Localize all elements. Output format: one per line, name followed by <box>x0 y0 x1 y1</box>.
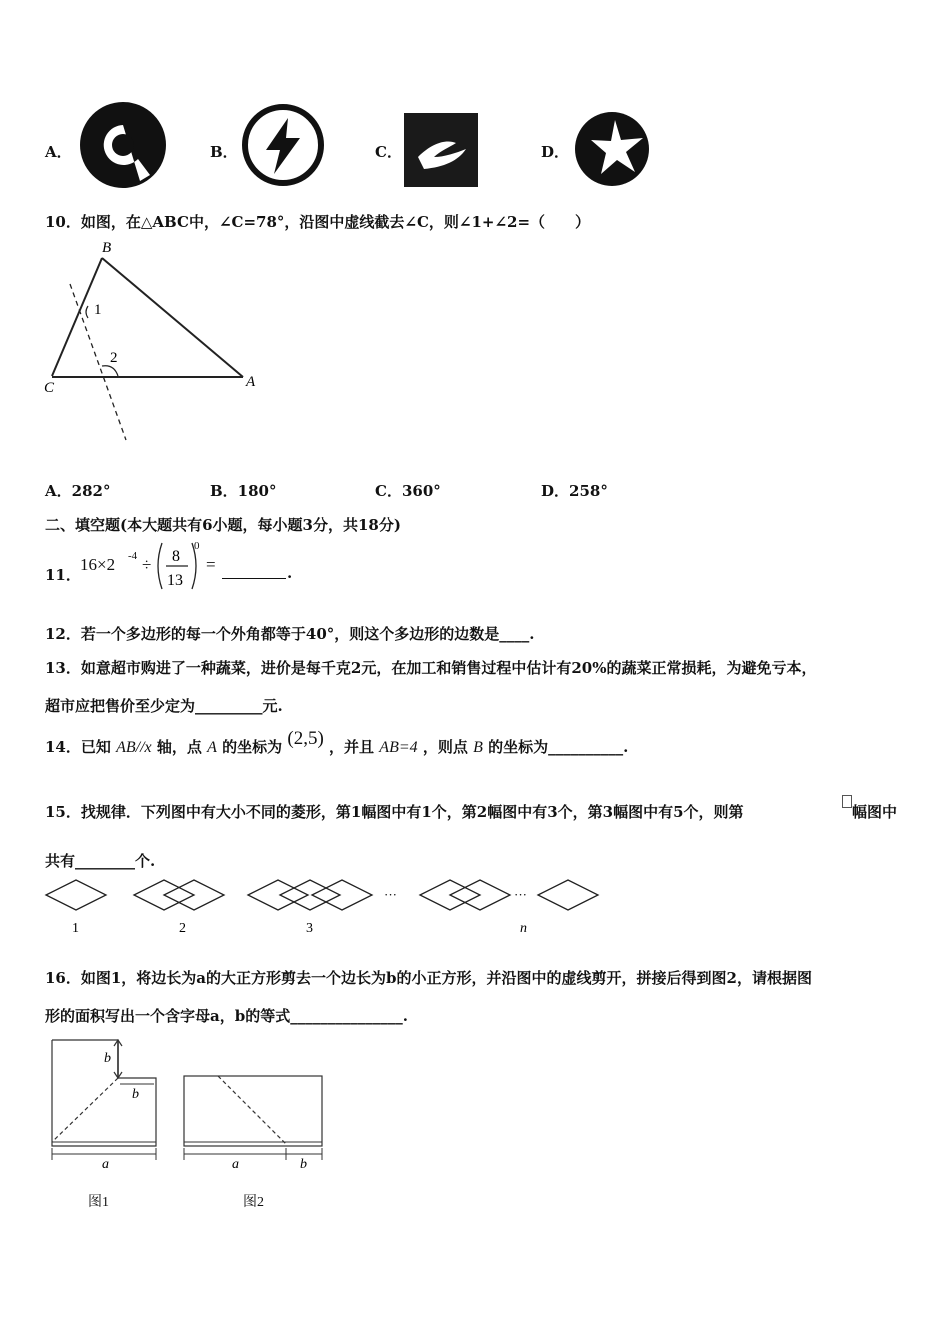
figure-label-3: 3 <box>306 921 313 936</box>
q14-and: ，并且 <box>329 738 375 756</box>
figure-label-2: 2 <box>179 921 186 936</box>
rhombus <box>46 880 106 910</box>
rhombus <box>280 880 340 910</box>
q14-coord-value: (2,5) <box>287 728 324 749</box>
square-cut-figure-1 <box>44 1038 174 1174</box>
rhombus <box>312 880 372 910</box>
q14-line <box>45 728 629 758</box>
q15-line1: 15．找规律．下列图中有大小不同的菱形，第1幅图中有1个，第2幅图中有3个，第3幅图中有5个，则第 <box>45 803 744 821</box>
angle-2-label: 2 <box>110 350 118 366</box>
q15-line2: 共有________个. <box>45 852 156 870</box>
lightning-logo-icon <box>242 104 324 186</box>
triangle-figure <box>40 236 270 446</box>
q11-number: 11． <box>45 566 81 584</box>
figure-2-caption: 图2 <box>243 1195 264 1210</box>
q11-divide: ÷ <box>142 555 152 574</box>
logo-a-icon <box>78 101 168 189</box>
q14-coord-label: 的坐标为 <box>222 738 283 756</box>
q15-line1-end: 幅图中 <box>852 803 898 821</box>
q10-option-c: C．360° <box>375 482 441 500</box>
q9-option-c-label: C． <box>375 143 402 161</box>
q11-period: . <box>287 564 293 582</box>
section-heading: 二、填空题(本大题共有6小题，每小题3分，共18分) <box>45 516 401 534</box>
q10-option-a: A．282° <box>45 482 111 500</box>
q14-point-b: B <box>473 739 483 756</box>
q14-parallel-expr: AB//x <box>116 739 152 756</box>
vertex-b-label: B <box>102 240 112 256</box>
q9-option-d-label: D． <box>541 143 570 161</box>
q11-fraction-denominator: 13 <box>167 572 183 589</box>
rhombus <box>248 880 308 910</box>
q14-intro: 14．已知 <box>45 738 111 756</box>
q16-line1: 16．如图1，将边长为a的大正方形剪去一个边长为b的小正方形，并沿图中的虚线剪开，拼接后得到图2，请根据图 <box>45 969 812 987</box>
q13-line2: 超市应把售价至少定为_________元. <box>45 697 283 715</box>
q11-exponent: -4 <box>128 550 138 562</box>
q9-option-b-label: B． <box>210 143 238 161</box>
q10-option-d: D．258° <box>541 482 608 500</box>
star-logo-icon <box>573 110 651 188</box>
figure-1-caption: 图1 <box>88 1195 109 1210</box>
q10-stem: 10．如图，在△ABC中，∠C=78°，沿图中虚线截去∠C，则∠1+∠2=（ ） <box>45 213 591 231</box>
q11-expression-base: 16×2 <box>80 555 116 574</box>
q9-option-a-label: A． <box>45 143 72 161</box>
rectangle-figure-2 <box>180 1070 328 1174</box>
fig1-label-b-horizontal: b <box>132 1087 139 1102</box>
q13-line1: 13．如意超市购进了一种蔬菜，进价是每千克2元，在加工和销售过程中估计有20%的蔬菜正常损耗，为避免亏本， <box>45 659 817 677</box>
fig1-label-b-vertical: b <box>104 1051 111 1066</box>
rhombus <box>538 880 598 910</box>
ellipsis-1: ··· <box>384 887 397 902</box>
q11-power: 0 <box>194 540 200 552</box>
q11-equals: = <box>206 555 216 574</box>
fig2-label-a: a <box>232 1157 239 1172</box>
q14-axis-text: 轴，点 <box>156 738 202 756</box>
vertex-a-label: A <box>246 374 256 390</box>
q16-line2: 形的面积写出一个含字母a，b的等式_______________. <box>45 1007 408 1025</box>
q14-ask: 的坐标为__________. <box>488 738 629 756</box>
vertex-c-label: C <box>44 380 55 396</box>
q12-text: 12．若一个多边形的每一个外角都等于40°，则这个多边形的边数是____. <box>45 625 535 643</box>
q10-option-b: B．180° <box>210 482 277 500</box>
q15-n-placeholder-box <box>842 795 852 808</box>
q14-point-a: A <box>207 739 217 756</box>
figure-label-1: 1 <box>72 921 79 936</box>
fig2-label-b: b <box>300 1157 307 1172</box>
fig1-label-a: a <box>102 1157 109 1172</box>
rhombus-pattern-figure <box>44 878 604 942</box>
q14-then: ，则点 <box>422 738 468 756</box>
figure-label-n: n <box>520 921 527 936</box>
q11-fraction-numerator: 8 <box>172 548 180 565</box>
ellipsis-2: ··· <box>514 887 527 902</box>
q14-length-expr: AB=4 <box>379 739 418 756</box>
logo-c-icon <box>404 113 478 187</box>
q11-answer-blank[interactable] <box>222 578 286 579</box>
angle-1-label: 1 <box>94 302 102 318</box>
